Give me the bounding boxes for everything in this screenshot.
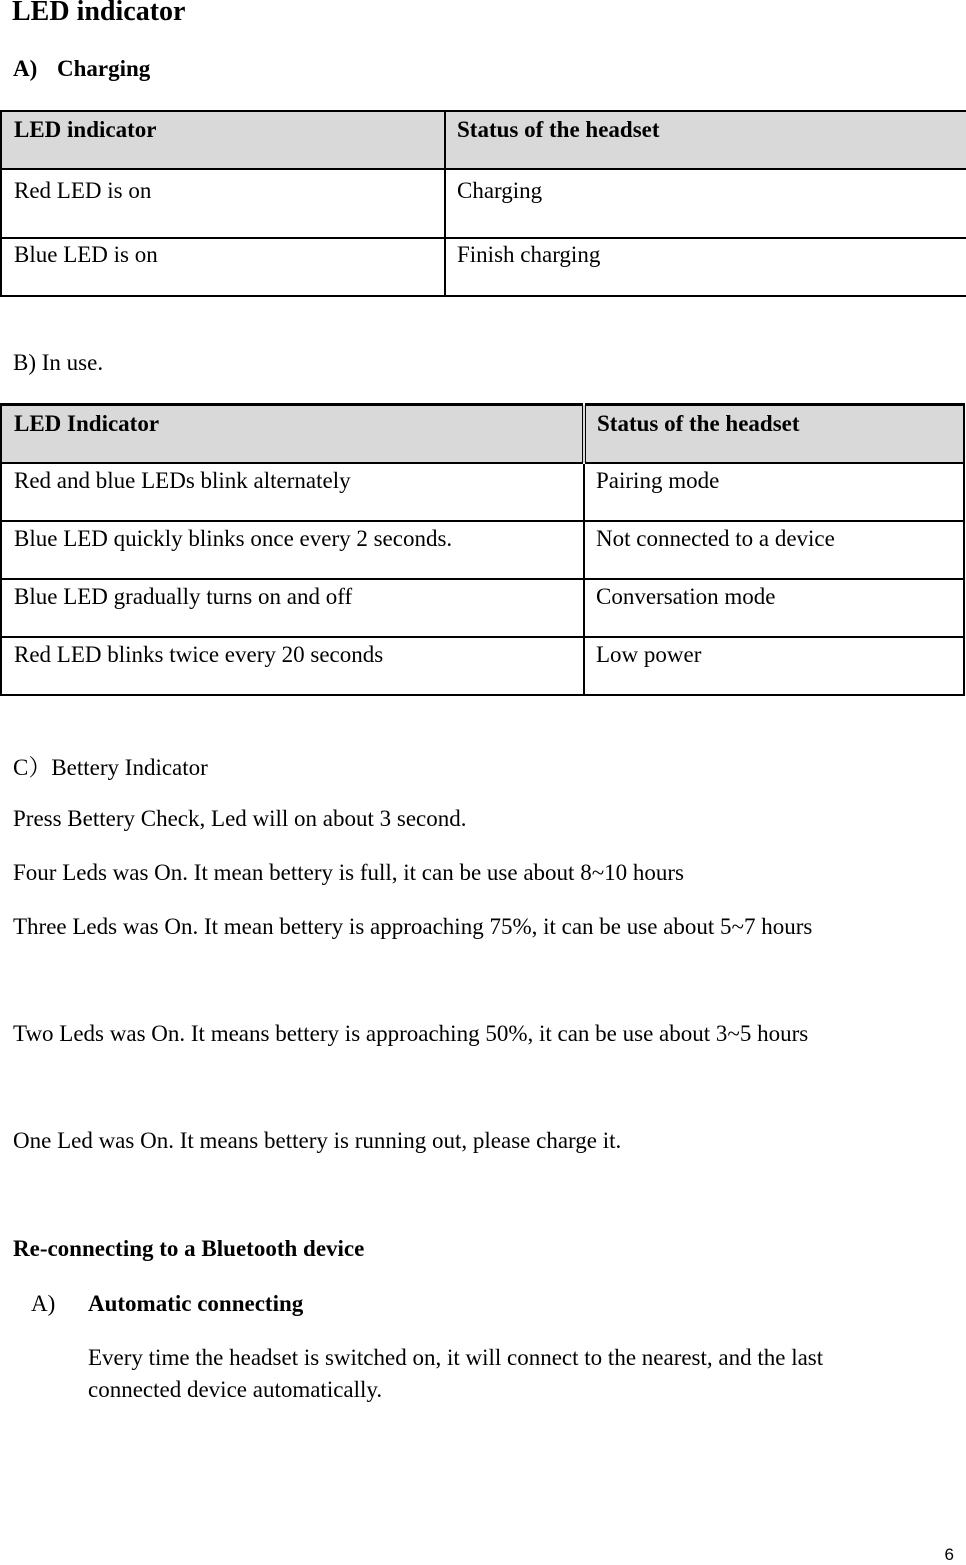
table-cell: Blue LED is on (1, 238, 445, 296)
reconnect-item-label: Automatic connecting (88, 1291, 304, 1316)
in-use-table (0, 403, 965, 696)
table-row (1, 238, 966, 296)
reconnect-heading: Re-connecting to a Bluetooth device (13, 1236, 365, 1261)
table-row (1, 463, 964, 521)
table-cell: Red and blue LEDs blink alternately (1, 463, 584, 521)
table-row (1, 521, 964, 579)
table-cell: Finish charging (445, 238, 966, 296)
in-use-header-led: LED Indicator (1, 405, 584, 463)
table-cell: Conversation mode (584, 579, 964, 637)
charging-table (0, 110, 966, 297)
page-title: LED indicator (12, 0, 186, 27)
reconnect-item-letter: A) (31, 1291, 56, 1316)
section-b-heading: B) In use. (13, 350, 104, 375)
table-cell: Charging (445, 169, 966, 238)
section-a-label: Charging (57, 56, 151, 81)
battery-line: Press Bettery Check, Led will on about 3 second. (13, 806, 467, 831)
battery-line: Four Leds was On. It mean bettery is full, it can be use about 8~10 hours (13, 860, 684, 885)
reconnect-body-line: connected device automatically. (88, 1377, 383, 1402)
table-cell: Red LED is on (1, 169, 445, 238)
reconnect-body-line: Every time the headset is switched on, it will connect to the nearest, and the last (88, 1345, 824, 1370)
battery-line: Three Leds was On. It mean bettery is approaching 75%, it can be use about 5~7 hours (13, 914, 813, 939)
section-c-heading: C）Bettery Indicator (13, 755, 208, 780)
battery-line: Two Leds was On. It means bettery is approaching 50%, it can be use about 3~5 hours (13, 1021, 809, 1046)
in-use-header-status: Status of the headset (584, 405, 964, 463)
table-row (1, 169, 966, 238)
in-use-table-header-row (1, 405, 964, 463)
table-cell: Low power (584, 637, 964, 695)
table-cell: Blue LED gradually turns on and off (1, 579, 584, 637)
section-a-heading (13, 56, 150, 82)
table-row (1, 637, 964, 695)
charging-header-status: Status of the headset (445, 111, 966, 169)
battery-line: One Led was On. It means bettery is running out, please charge it. (13, 1128, 622, 1153)
table-row (1, 579, 964, 637)
charging-header-led: LED indicator (1, 111, 445, 169)
charging-table-header-row (1, 111, 966, 169)
table-cell: Blue LED quickly blinks once every 2 seconds. (1, 521, 584, 579)
table-cell: Red LED blinks twice every 20 seconds (1, 637, 584, 695)
table-cell: Not connected to a device (584, 521, 964, 579)
table-cell: Pairing mode (584, 463, 964, 521)
section-a-letter: A) (13, 56, 38, 81)
page-number: 6 (944, 1545, 954, 1564)
